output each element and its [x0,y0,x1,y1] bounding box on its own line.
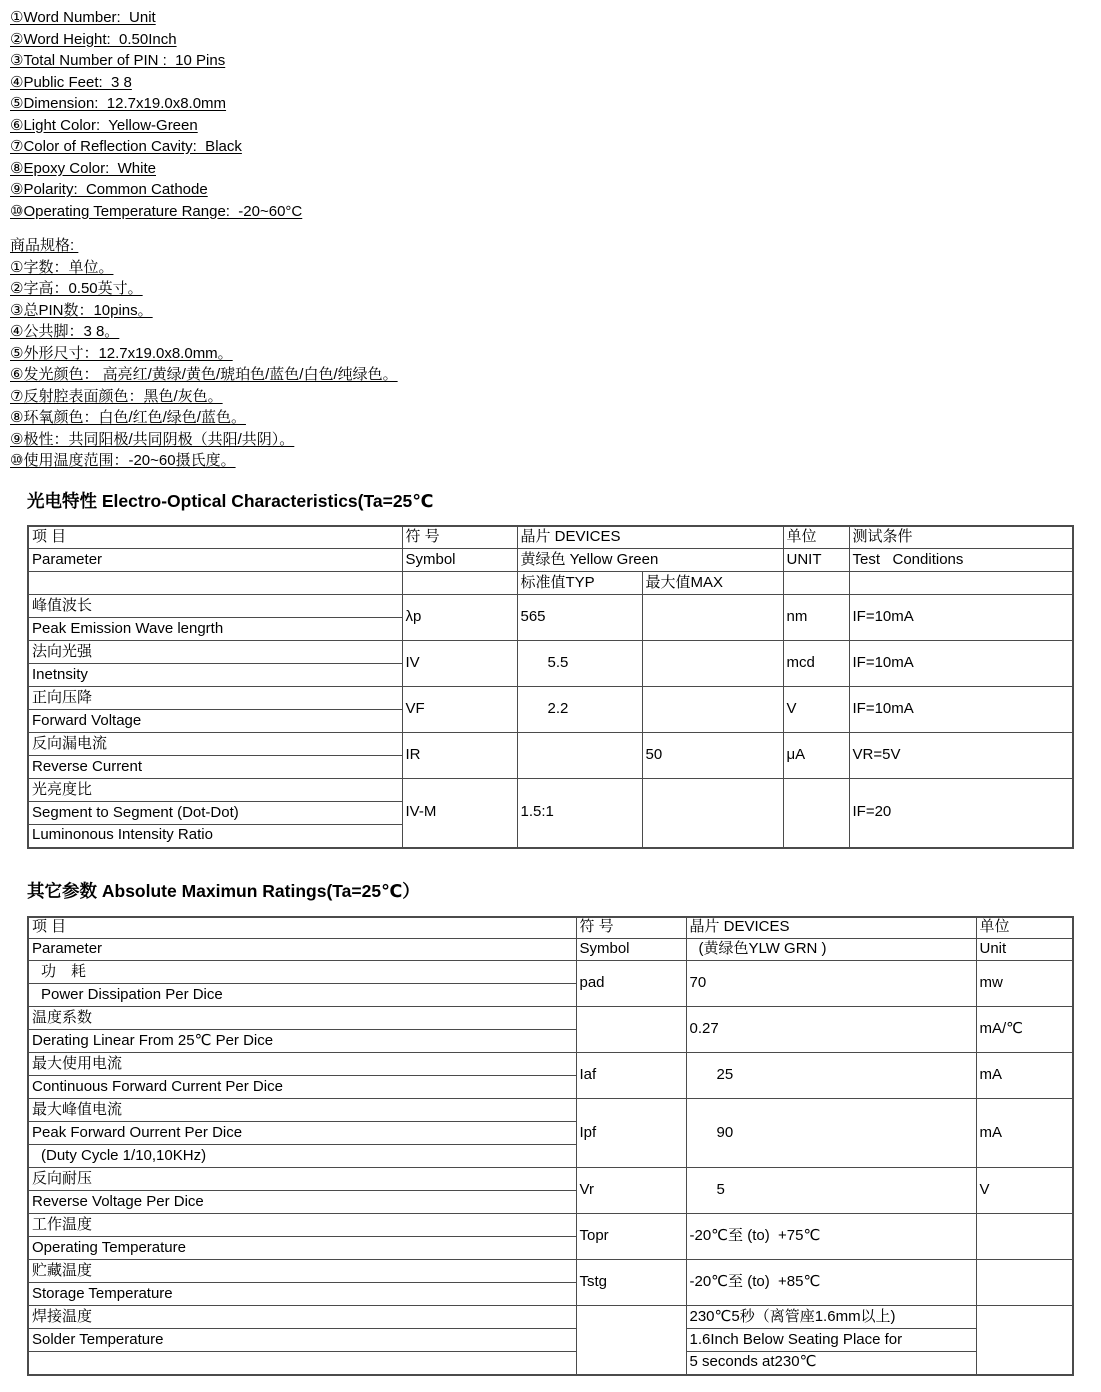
unit-cell: mA [976,1053,1073,1099]
table-row [28,595,1073,618]
unit-cell [976,1260,1073,1306]
param-name-cn: 峰值波长 [28,595,402,618]
table-row [28,779,1073,802]
spec-item-text: ①字数：单位。 [10,258,114,276]
spec-item-text: ⑩使用温度范围：-20~60摄氏度。 [10,452,236,469]
param-name-cn: 焊接温度 [28,1306,576,1329]
table-row [28,1260,1073,1283]
typ-cell [517,733,642,779]
symbol-cell [576,1306,686,1375]
symbol-cell: Tstg [576,1260,686,1306]
spec-heading-text: 商品规格: [10,237,79,254]
param-name-cn: 法向光强 [28,641,402,664]
param-name-cn: 最大峰值电流 [28,1099,576,1122]
table-row [28,1007,1073,1030]
table-row [28,1168,1073,1191]
max-cell [642,779,783,848]
unit-cell: mw [976,961,1073,1007]
table-row [28,1329,1073,1352]
spec-item [10,407,1101,429]
header-item-cn: 项 目 [28,917,576,939]
spec-item-text: ⑤Dimension: 12.7x19.0x8.0mm [10,95,227,112]
header-unit-en: UNIT [783,549,849,572]
value-cell: 90 [686,1099,976,1168]
symbol-cell: Iaf [576,1053,686,1099]
electro-optical-title: 光电特性 Electro-Optical Characteristics(Ta=25℃ [27,490,434,511]
header-item-cn: 项 目 [28,526,402,549]
param-name-en: Storage Temperature [28,1283,576,1306]
cond-cell: IF=10mA [849,641,1073,687]
param-name-en: Reverse Voltage Per Dice [28,1191,576,1214]
cond-cell: IF=20 [849,779,1073,848]
header-typ: 标准值TYP [517,572,642,595]
spec-item-text: ③Total Number of PIN : 10 Pins [10,52,226,69]
symbol-cell: Ipf [576,1099,686,1168]
param-name-en: Continuous Forward Current Per Dice [28,1076,576,1099]
spec-item-text: ⑧环氧颜色：白色/红色/绿色/蓝色。 [10,409,246,426]
symbol-cell: IV-M [402,779,517,848]
value-cell: -20℃至 (to) +75℃ [686,1214,976,1260]
value-cell: 5 [686,1168,976,1214]
symbol-cell: λp [402,595,517,641]
header-unit-en: Unit [976,939,1073,961]
spec-item [10,179,1101,201]
param-name-cn: 光亮度比 [28,779,402,802]
header-symbol-cn: 符 号 [402,526,517,549]
empty-cell [402,572,517,595]
param-name-en: Reverse Current [28,756,402,779]
param-name-en: Solder Temperature [28,1329,576,1352]
max-cell [642,687,783,733]
unit-cell: V [783,687,849,733]
header-symbol-en: Symbol [402,549,517,572]
param-name-en: (Duty Cycle 1/10,10KHz) [28,1145,576,1168]
header-devices-sub: (黄绿色YLW GRN ) [686,939,976,961]
param-name-en: Power Dissipation Per Dice [28,984,576,1007]
header-symbol-en: Symbol [576,939,686,961]
symbol-cell [576,1007,686,1053]
table-row [28,1099,1073,1122]
param-name-empty [28,1352,576,1375]
symbol-cell: Vr [576,1168,686,1214]
param-name-cn: 最大使用电流 [28,1053,576,1076]
param-name-cn: 正向压降 [28,687,402,710]
symbol-cell: VF [402,687,517,733]
param-name-cn: 工作温度 [28,1214,576,1237]
cond-cell: IF=10mA [849,595,1073,641]
header-row [28,939,1073,961]
value-line: 1.6Inch Below Seating Place for [686,1329,976,1352]
header-row [28,572,1073,595]
max-cell [642,641,783,687]
spec-item [10,7,1101,29]
spec-item [10,29,1101,51]
spec-item-text: ⑨Polarity: Common Cathode [10,181,208,198]
header-unit-cn: 单位 [783,526,849,549]
table-row [28,641,1073,664]
header-row [28,549,1073,572]
param-name-cn: 反向漏电流 [28,733,402,756]
param-name-en: Forward Voltage [28,710,402,733]
spec-item-text: ②Word Height: 0.50Inch [10,30,177,48]
spec-item [10,343,1101,365]
spec-item [10,72,1101,94]
unit-cell: mcd [783,641,849,687]
header-devices-cn: 晶片 DEVICES [686,917,976,939]
value-cell: 25 [686,1053,976,1099]
empty-cell [849,572,1073,595]
header-devices-sub: 黄绿色 Yellow Green [517,549,783,572]
spec-item-text: ③总PIN数：10pins。 [10,301,153,319]
header-cond-en: Test Conditions [849,549,1073,572]
header-cond-cn: 测试条件 [849,526,1073,549]
unit-cell [783,779,849,848]
param-name-en: Operating Temperature [28,1237,576,1260]
param-name-cn: 温度系数 [28,1007,576,1030]
table-row [28,733,1073,756]
param-name-en: Inetnsity [28,664,402,687]
header-unit-cn: 单位 [976,917,1073,939]
param-name-cn: 反向耐压 [28,1168,576,1191]
table-row [28,1306,1073,1329]
param-name-cn: 功 耗 [28,961,576,984]
param-name-en: Derating Linear From 25℃ Per Dice [28,1030,576,1053]
unit-cell: V [976,1168,1073,1214]
value-line: 5 seconds at230℃ [686,1352,976,1375]
spec-item [10,158,1101,180]
absolute-ratings-title: 其它参数 Absolute Maximun Ratings(Ta=25℃） [27,880,420,901]
header-item-en: Parameter [28,939,576,961]
spec-item [10,429,1101,451]
header-symbol-cn: 符 号 [576,917,686,939]
header-max: 最大值MAX [642,572,783,595]
unit-cell: mA [976,1099,1073,1168]
unit-cell [976,1306,1073,1375]
header-row [28,917,1073,939]
spec-item [10,201,1101,223]
symbol-cell: pad [576,961,686,1007]
spec-item-text: ⑥发光颜色： 高亮红/黄绿/黄色/琥珀色/蓝色/白色/纯绿色。 [10,366,398,383]
spec-item [10,257,1101,279]
header-row [28,526,1073,549]
spec-item-text: ⑤外形尺寸：12.7x19.0x8.0mm。 [10,344,233,362]
spec-item-text: ⑧Epoxy Color: White [10,159,156,177]
spec-item [10,450,1101,472]
value-cell: 70 [686,961,976,1007]
table-row [28,687,1073,710]
header-item-en: Parameter [28,549,402,572]
spec-item-text: ⑦Color of Reflection Cavity: Black [10,138,242,155]
param-name-cn: 贮藏温度 [28,1260,576,1283]
unit-cell: nm [783,595,849,641]
spec-item-text: ⑨极性：共同阳极/共同阴极（共阳/共阴）。 [10,430,295,448]
spec-item [10,321,1101,343]
spec-item [10,278,1101,300]
header-devices-cn: 晶片 DEVICES [517,526,783,549]
spec-item [10,115,1101,137]
cond-cell: IF=10mA [849,687,1073,733]
table-row [28,1352,1073,1375]
spec-item [10,364,1101,386]
typ-cell: 5.5 [517,641,642,687]
typ-cell: 1.5:1 [517,779,642,848]
electro-optical-table [27,525,1074,849]
table-row [28,1214,1073,1237]
spec-item [10,136,1101,158]
spec-item [10,50,1101,72]
spec-item [10,300,1101,322]
typ-cell: 2.2 [517,687,642,733]
max-cell [642,595,783,641]
absolute-ratings-table [27,916,1074,1376]
empty-cell [28,572,402,595]
table-row [28,1053,1073,1076]
symbol-cell: IR [402,733,517,779]
unit-cell: mA/℃ [976,1007,1073,1053]
value-cell: 0.27 [686,1007,976,1053]
value-cell: -20℃至 (to) +85℃ [686,1260,976,1306]
typ-cell: 565 [517,595,642,641]
param-name-en: Peak Forward Ourrent Per Dice [28,1122,576,1145]
table-row [28,961,1073,984]
spec-list-cn-heading [10,235,1101,257]
empty-cell [783,572,849,595]
symbol-cell: IV [402,641,517,687]
spec-item-text: ⑥Light Color: Yellow-Green [10,116,198,134]
spec-item-text: ⑩Operating Temperature Range: -20~60°C [10,202,303,220]
unit-cell: μA [783,733,849,779]
cond-cell: VR=5V [849,733,1073,779]
spec-list-cn [0,235,1101,472]
param-name-en: Luminonous Intensity Ratio [28,825,402,848]
spec-item-text: ②字高：0.50英寸。 [10,280,143,297]
param-name-en: Peak Emission Wave lengrth [28,618,402,641]
spec-item-text: ①Word Number: Unit [10,9,156,26]
symbol-cell: Topr [576,1214,686,1260]
spec-item [10,386,1101,408]
spec-item-text: ⑦反射腔表面颜色：黑色/灰色。 [10,387,223,405]
unit-cell [976,1214,1073,1260]
spec-item-text: ④Public Feet: 3 8 [10,73,132,91]
spec-item [10,93,1101,115]
spec-item-text: ④公共脚：3 8。 [10,323,120,340]
value-line: 230℃5秒（离管座1.6mm以上) [686,1306,976,1329]
param-name-en: Segment to Segment (Dot-Dot) [28,802,402,825]
spec-list-en [0,0,1101,222]
max-cell: 50 [642,733,783,779]
